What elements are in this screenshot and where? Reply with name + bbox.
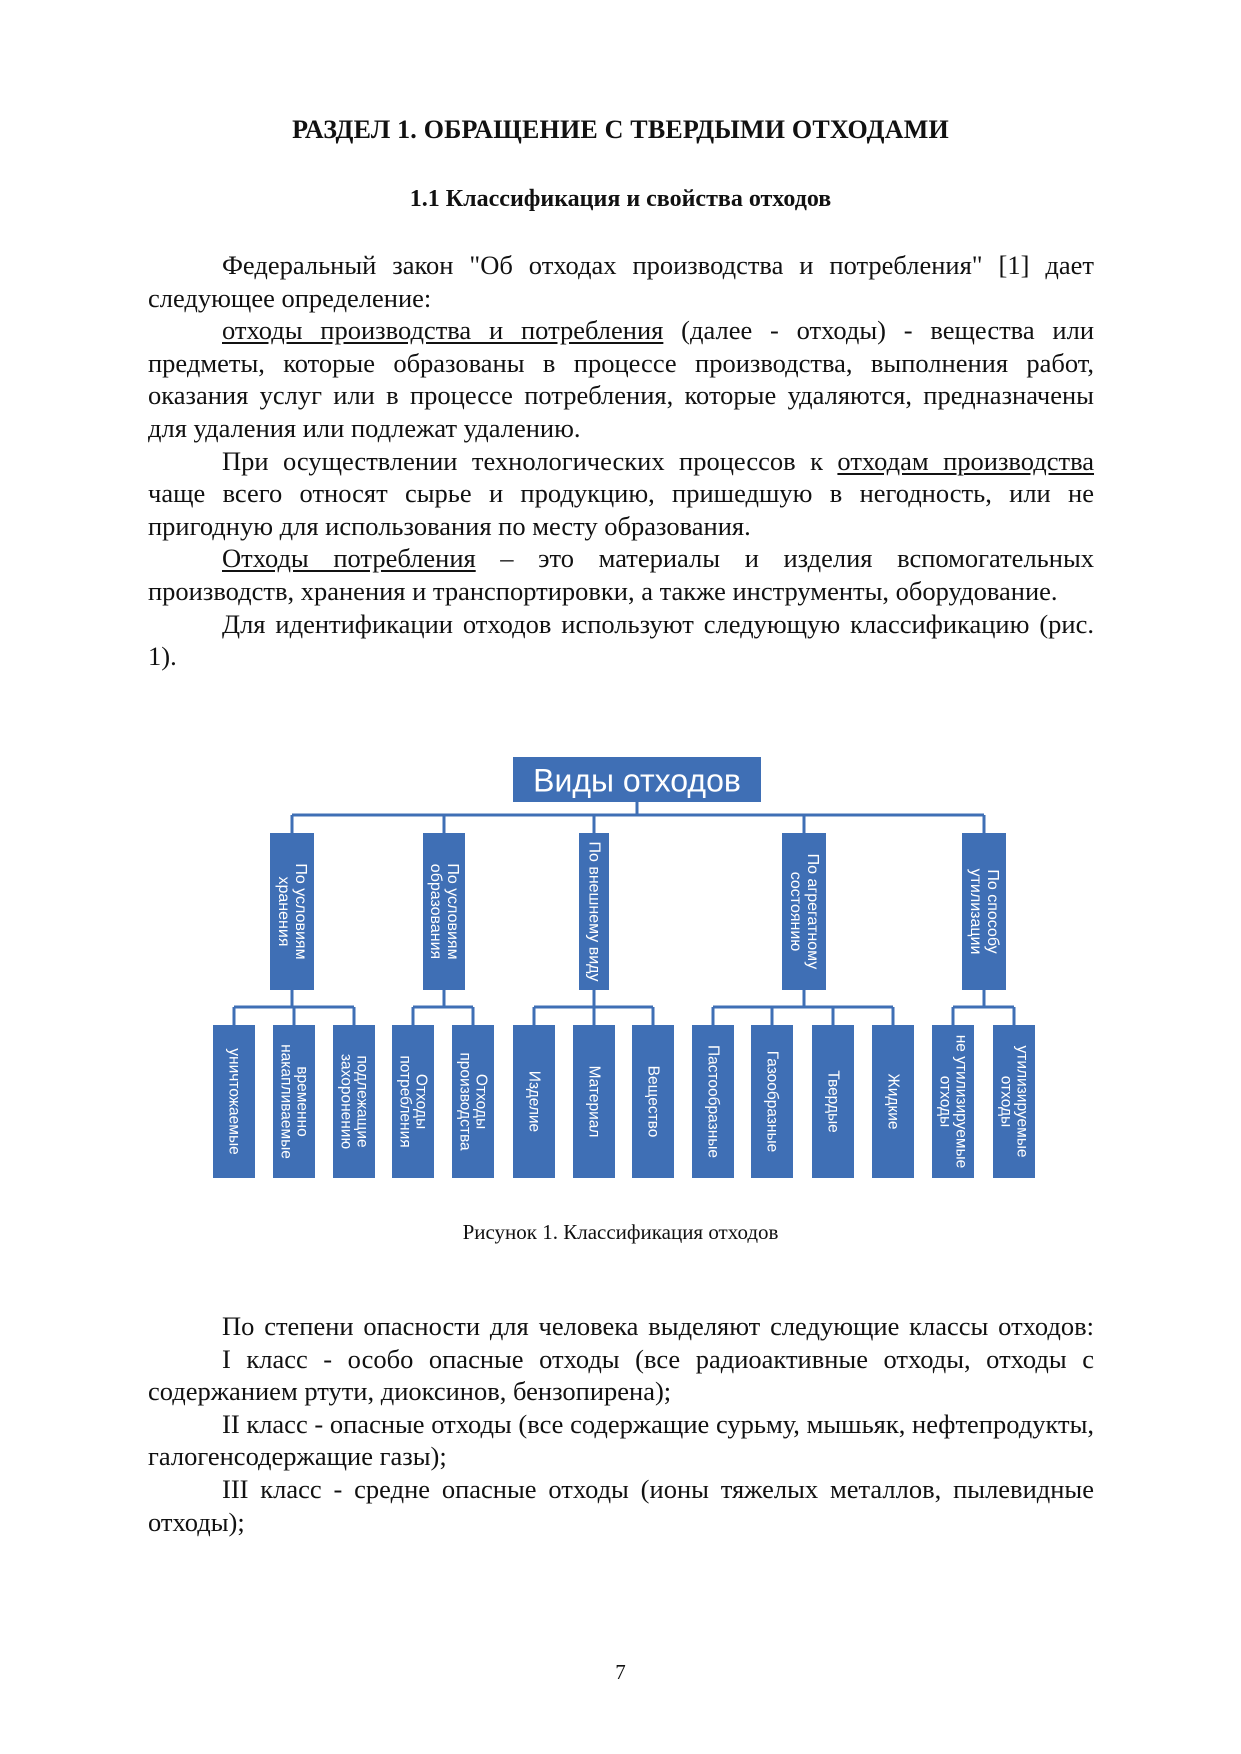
category-2 — [423, 833, 465, 990]
paragraph-law: Федеральный закон "Об отходах производства и потребления" [1] дает следующее определение: — [148, 250, 1094, 313]
leaf-5-1-label: отходы — [936, 1075, 954, 1128]
leaf-1-1 — [213, 1025, 255, 1178]
category-1-label: хранения — [275, 876, 293, 947]
category-3-label: По внешнему виду — [585, 841, 603, 982]
leaf-2-1-label: Отходы — [412, 1073, 430, 1130]
figure-caption: Рисунок 1. Классификация отходов — [462, 1220, 779, 1244]
definition-text: (далее - отходы) - вещества или предметы, которые образованы в процессе производства, выполнения работ, оказания услуг или в процессе потребления, которые удаляются, предназначены для удаления или подлежат удалению. — [148, 315, 1094, 443]
category-4-label: состоянию — [787, 871, 805, 952]
leaf-1-3-label: подлежащие — [353, 1055, 371, 1148]
category-1 — [270, 833, 314, 990]
paragraph-class-1: I класс - особо опасные отходы (все радиоактивные отходы, отходы с содержанием ртути, диоксинов, бензопирена); — [148, 1343, 1094, 1407]
category-4 — [782, 833, 826, 990]
category-5 — [962, 833, 1006, 990]
leaf-4-3-label: Твердые — [824, 1070, 842, 1133]
category-5-label: утилизации — [967, 868, 985, 955]
category-2-label: образования — [427, 863, 445, 960]
category-2-label: По условиям — [443, 863, 461, 960]
leaf-2-2 — [452, 1025, 494, 1178]
category-4-label: По агрегатному — [803, 853, 821, 970]
root-node — [513, 757, 761, 802]
consumption-text: – это материалы и изделия вспомогательных производств, хранения и транспортировки, а также инструменты, оборудование. — [148, 543, 1094, 606]
leaf-4-1 — [692, 1025, 734, 1178]
term-production-waste: отходам производства — [837, 445, 1095, 476]
subsection-heading: 1.1 Классификация и свойства отходов — [409, 186, 832, 212]
leaf-3-3-label: Вещество — [644, 1065, 662, 1138]
leaf-4-1-label: Пастообразные — [704, 1044, 722, 1159]
leaf-4-2-label: Газообразные — [763, 1050, 781, 1153]
production-text: чаще всего относят сырье и продукцию, пришедшую в негодность, или не пригодную для использования по месту образования. — [148, 478, 1094, 541]
leaf-1-2-label: накапливаемые — [277, 1044, 295, 1159]
leaf-5-1 — [932, 1025, 974, 1178]
leaf-5-2 — [993, 1025, 1035, 1178]
page-number: 7 — [615, 1660, 626, 1684]
leaf-2-2-label: Отходы — [472, 1073, 490, 1130]
section-heading: РАЗДЕЛ 1. ОБРАЩЕНИЕ С ТВЕРДЫМИ ОТХОДАМИ — [292, 115, 949, 144]
leaf-5-1-label: не утилизируемые — [952, 1034, 970, 1169]
leaf-2-1-label: потребления — [396, 1055, 414, 1148]
leaf-1-3 — [333, 1025, 375, 1178]
leaf-4-4-label: Жидкие — [884, 1073, 902, 1130]
root-label: Виды отходов — [533, 762, 741, 799]
leaf-4-2 — [751, 1025, 793, 1178]
leaf-3-1-label: Изделие — [525, 1070, 543, 1133]
paragraph-class-3: III класс - средне опасные отходы (ионы тяжелых металлов, пылевидные отходы); — [148, 1473, 1094, 1537]
leaf-1-2-label: временно — [293, 1066, 311, 1137]
leaf-5-2-label: утилизируемые — [1013, 1045, 1031, 1158]
hazard-classes-text — [148, 1310, 1094, 1538]
leaf-1-2 — [273, 1025, 315, 1178]
leaf-1-3-label: захоронению — [337, 1053, 355, 1150]
leaf-2-1 — [392, 1025, 434, 1178]
category-1-label: По условиям — [291, 863, 309, 960]
leaf-4-4 — [872, 1025, 914, 1178]
leaf-3-2-label: Материал — [585, 1065, 603, 1138]
leaf-5-2-label: отходы — [997, 1075, 1015, 1128]
paragraph-classification-intro: Для идентификации отходов используют следующую классификацию (рис. 1). — [148, 608, 1094, 672]
category-5-label: По способу — [983, 869, 1001, 954]
leaf-1-1-label: уничтожаемые — [225, 1048, 243, 1155]
paragraph-hazard-intro: По степени опасности для человека выделяют следующие классы отходов: — [222, 1311, 1094, 1341]
term-waste: отходы производства и потребления — [222, 315, 664, 346]
production-intro: При осуществлении технологических процессов к — [222, 445, 838, 476]
paragraph-class-2: II класс - опасные отходы (все содержащие сурьму, мышьяк, нефтепродукты, галогенсодержащие газы); — [148, 1408, 1094, 1472]
leaf-4-3 — [812, 1025, 854, 1178]
leaf-3-1 — [513, 1025, 555, 1178]
leaf-3-2 — [573, 1025, 615, 1178]
category-3 — [579, 833, 609, 990]
leaf-2-2-label: производства — [456, 1052, 474, 1151]
leaf-3-3 — [632, 1025, 674, 1178]
term-consumption-waste: Отходы потребления — [222, 543, 476, 574]
